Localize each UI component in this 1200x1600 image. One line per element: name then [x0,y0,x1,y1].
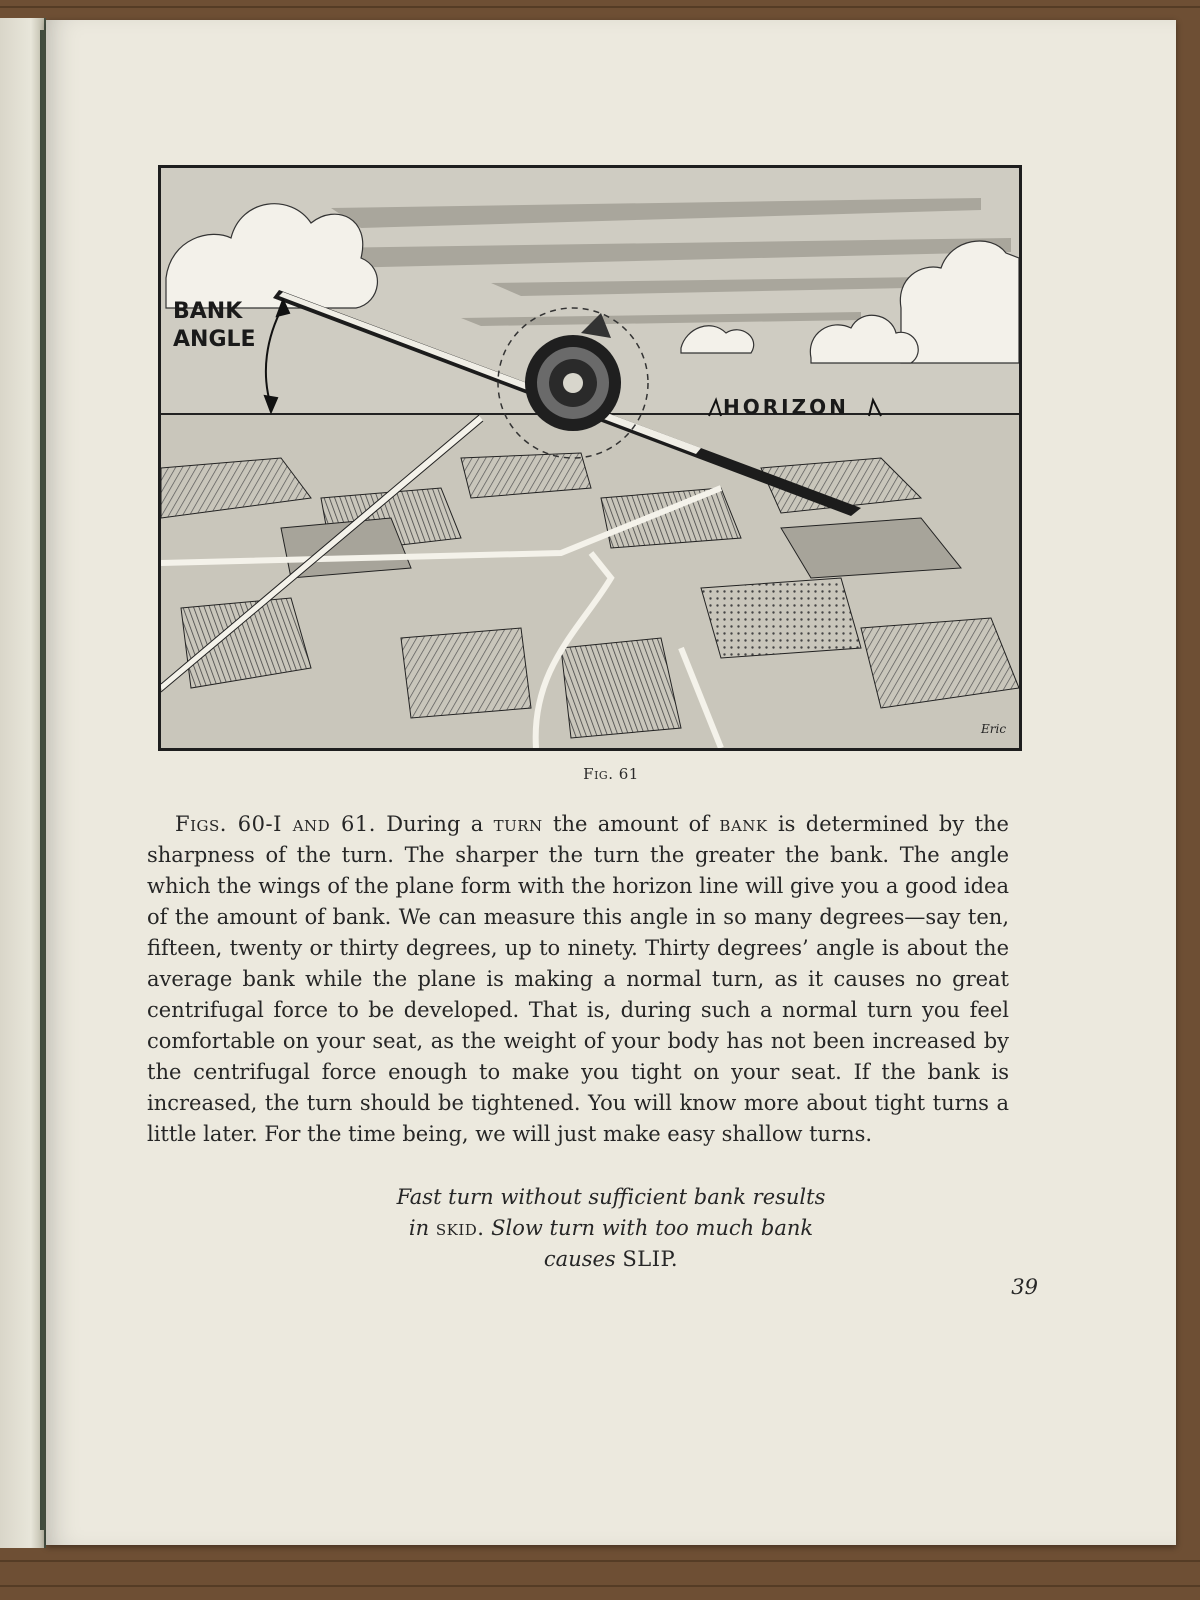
term-bank: bank [719,812,768,836]
horizon-label-text: HORIZON [723,395,849,419]
term-slip: SLIP. [622,1247,679,1271]
page-number: 39 [1011,1275,1038,1299]
figure-61-illustration [158,165,1022,751]
book-page [46,20,1176,1545]
note-line-2-post: Slow turn with too much bank [491,1216,814,1240]
bank-label-line1: BANK [173,299,243,324]
italic-note [46,1182,1176,1275]
note-line-3 [46,1244,1176,1275]
figure-caption: Fig. 61 [583,765,639,783]
note-line-2 [46,1213,1176,1244]
body-text-part-3: is determined by the sharpness of the turn. The sharper the turn the greater the bank. The angle which the wings of the plane form with the horizon line will give you a good idea of the amount of bank. We can measure this angle in so many degrees—say ten, fifteen, twenty or thirty degrees, up to ninety. Thirty degrees’ angle is about the average bank while the plane is making a normal turn, as it causes no great centrifugal force to be developed. That is, during such a normal turn you feel comfortable on your seat, as the weight of your body has not been increased by the centrifugal force enough to make you tight on your seat. If the bank is increased, the turn should be tightened. You will know more about tight turns a little later. For the time being, we will just make easy shallow turns. [147,812,1009,1146]
body-text-part-2: the amount of [553,812,710,836]
note-line-3-pre: causes [543,1247,616,1271]
airplane-bank-illustration [161,168,1019,748]
note-line-2-pre: in [408,1216,430,1240]
note-line-1: Fast turn without sufficient bank results [396,1185,826,1209]
bank-label-line2: ANGLE [173,327,256,352]
body-paragraph [147,809,1009,1150]
artist-signature: Eric [981,722,1007,736]
body-text-part-1: During a [386,812,484,836]
term-turn: turn [493,812,543,836]
term-skid: skid. [435,1216,485,1240]
figure-reference: Figs. 60-I and 61. [175,812,376,836]
